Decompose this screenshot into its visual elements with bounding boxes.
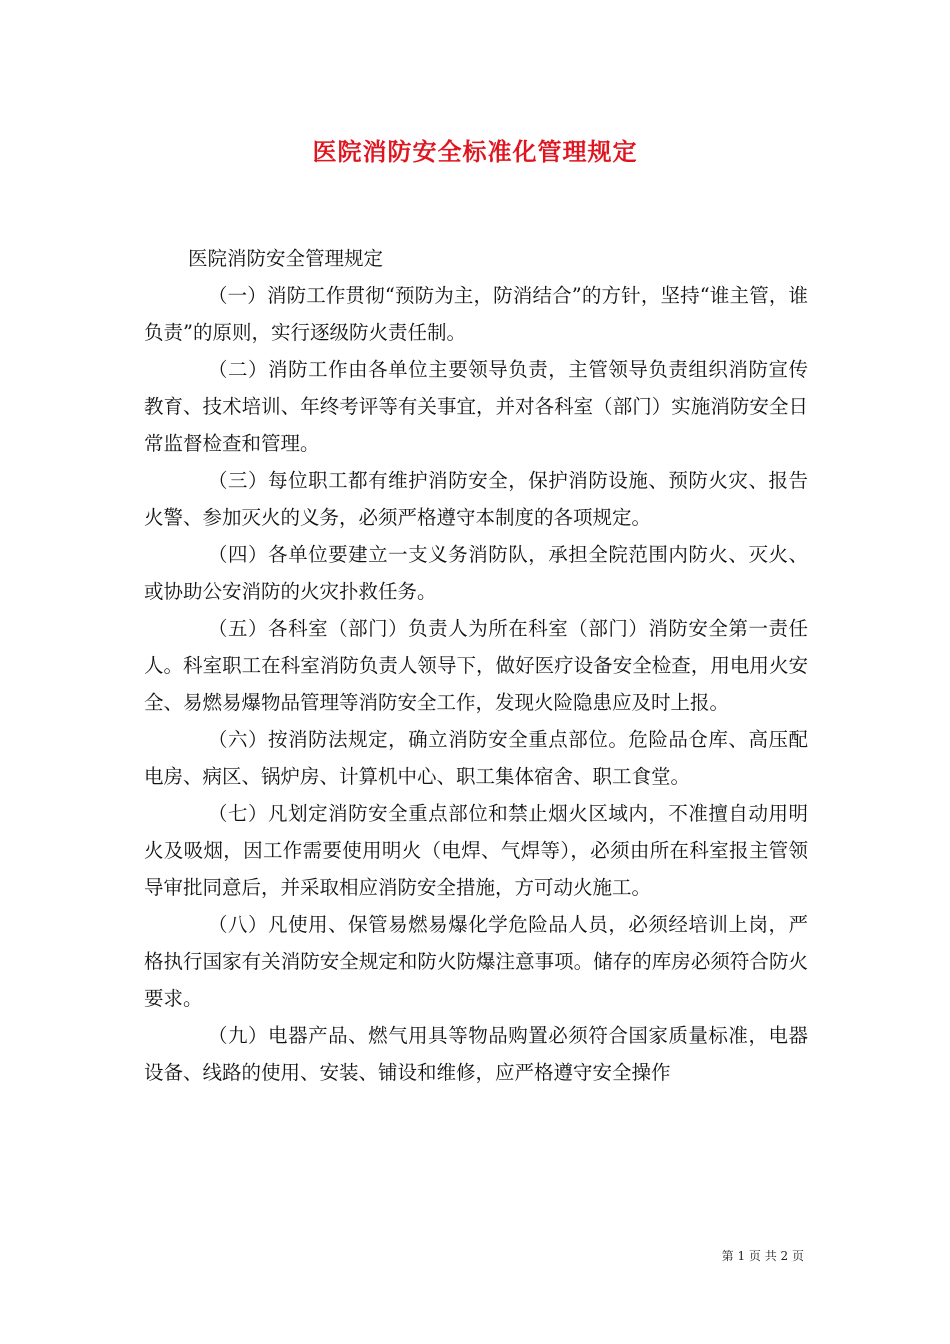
paragraph-3: （三）每位职工都有维护消防安全，保护消防设施、预防火灾、报告火警、参加灭火的义务，必须严格遵守本制度的各项规定。 <box>144 469 808 529</box>
paragraph-4: （四）各单位要建立一支义务消防队，承担全院范围内防火、灭火、或协助公安消防的火灾扑救任务。 <box>144 543 808 603</box>
paragraph-7: （七）凡划定消防安全重点部位和禁止烟火区域内，不准擅自动用明火及吸烟，因工作需要使用明火（电焊、气焊等），必须由所在科室报主管领导审批同意后，并采取相应消防安全措施，方可动火施工。 <box>144 802 808 899</box>
document-body <box>144 240 808 1091</box>
paragraph-1: （一）消防工作贯彻“预防为主，防消结合”的方针，坚持“谁主管，谁负责”的原则，实行逐级防火责任制。 <box>144 284 808 344</box>
paragraph-5: （五）各科室（部门）负责人为所在科室（部门）消防安全第一责任人。科室职工在科室消防负责人领导下，做好医疗设备安全检查，用电用火安全、易燃易爆物品管理等消防安全工作，发现火险隐患应及时上报。 <box>144 617 808 714</box>
document-title: 医院消防安全标准化管理规定 <box>312 137 638 166</box>
paragraph-6: （六）按消防法规定，确立消防安全重点部位。危险品仓库、高压配电房、病区、锅炉房、计算机中心、职工集体宿舍、职工食堂。 <box>144 728 808 788</box>
paragraph-8: （八）凡使用、保管易燃易爆化学危险品人员，必须经培训上岗，严格执行国家有关消防安全规定和防火防爆注意事项。储存的库房必须符合防火要求。 <box>144 913 808 1010</box>
page-number: 第 1 页 共 2 页 <box>721 1249 804 1263</box>
document-subtitle: 医院消防安全管理规定 <box>188 247 384 270</box>
paragraph-2: （二）消防工作由各单位主要领导负责，主管领导负责组织消防宣传教育、技术培训、年终考评等有关事宜，并对各科室（部门）实施消防安全日常监督检查和管理。 <box>144 358 808 455</box>
paragraph-9: （九）电器产品、燃气用具等物品购置必须符合国家质量标准，电器设备、线路的使用、安装、铺设和维修，应严格遵守安全操作 <box>144 1024 808 1084</box>
